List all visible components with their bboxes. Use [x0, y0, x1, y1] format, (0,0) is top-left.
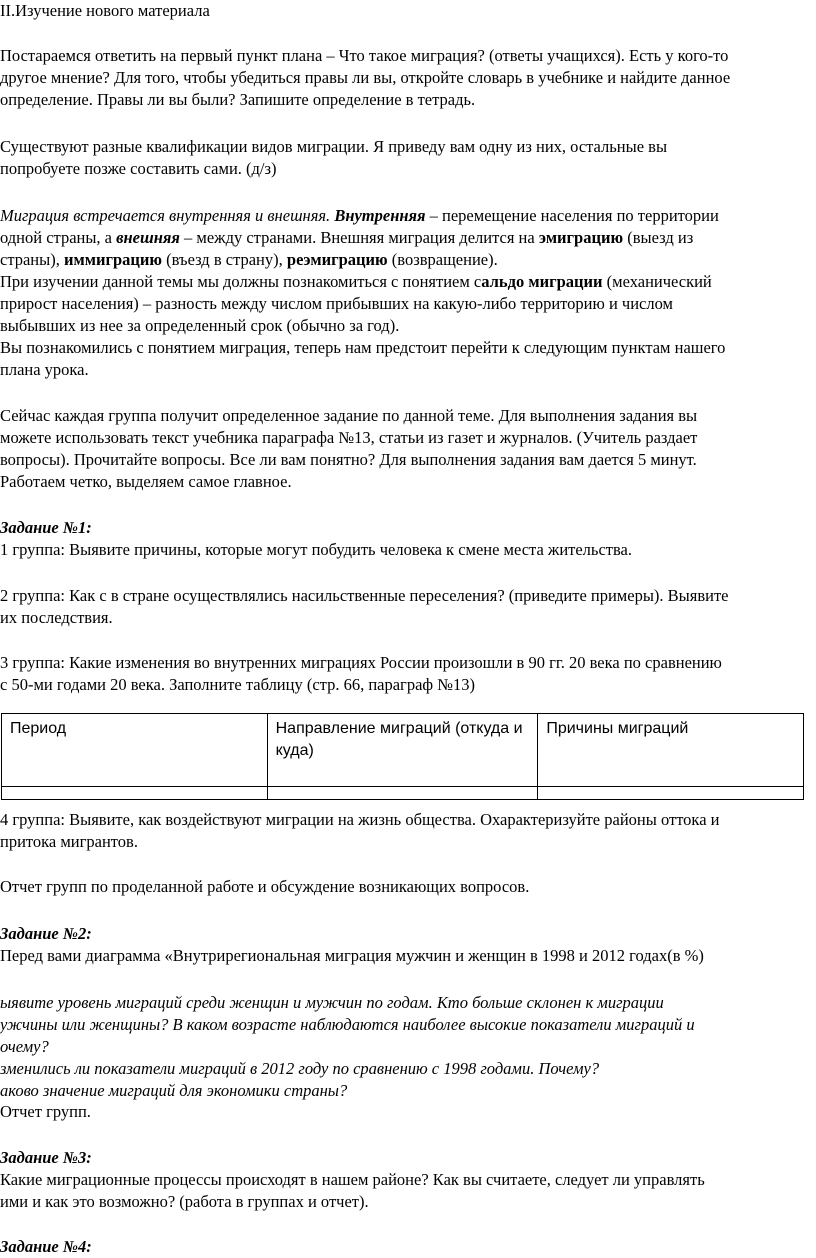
italic-text: Миграция встречается внутренняя и внешняя.	[0, 206, 335, 225]
paragraph-line: плана урока.	[0, 360, 89, 379]
task-2-report: Отчет групп.	[0, 1102, 91, 1121]
migration-definition-line	[0, 249, 498, 271]
table-header-row	[2, 714, 804, 787]
term-immigration: иммиграцию	[63, 250, 163, 269]
plain-text: (механический	[602, 272, 712, 291]
task-2-question: очему?	[0, 1037, 49, 1056]
paragraph-line: выбывших из нее за определенный срок (обычно за год).	[0, 316, 400, 335]
plain-text: страны),	[0, 250, 64, 269]
paragraph-line: Постараемся ответить на первый пункт плана – Что такое миграция? (ответы учащихся). Есть у кого-то	[0, 46, 729, 65]
column-header-period: Период	[2, 714, 268, 787]
section-heading: II.Изучение нового материала	[0, 1, 210, 20]
paragraph-line: вопросы). Прочитайте вопросы. Все ли вам понятно? Для выполнения задания вам дается 5 минут.	[0, 450, 697, 469]
task-2-question: аково значение миграций для экономики страны?	[0, 1081, 348, 1100]
table-row	[2, 787, 804, 800]
group-4-task: притока мигрантов.	[0, 832, 138, 851]
task-3-title: Задание №3:	[0, 1148, 92, 1167]
task-2-question: ыявите уровень миграций среди женщин и мужчин по годам. Кто больше склонен к миграции	[0, 993, 664, 1012]
paragraph-line: определение. Правы ли вы были? Запишите определение в тетрадь.	[0, 90, 476, 109]
plain-text: (въезд в страну),	[162, 250, 287, 269]
paragraph-line: Существуют разные квалификации видов миграции. Я приведу вам одну из них, остальные вы	[0, 137, 668, 156]
group-3-task: с 50-ми годами 20 века. Заполните таблицу (стр. 66, параграф №13)	[0, 675, 475, 694]
plain-text: одной страны, а	[0, 228, 117, 247]
term-emigration: эмиграцию	[538, 228, 624, 247]
paragraph-line: можете использовать текст учебника параграфа №13, статьи из газет и журналов. (Учитель раздает	[0, 428, 698, 447]
plain-text: – перемещение населения по территории	[425, 206, 719, 225]
task-2-question: ужчины или женщины? В каком возрасте наблюдаются наиболее высокие показатели миграций и	[0, 1015, 695, 1034]
task-2-question: зменились ли показатели миграций в 2012 году по сравнению с 1998 годами. Почему?	[0, 1059, 600, 1078]
paragraph-line: попробуете позже составить сами. (д/з)	[0, 159, 277, 178]
plain-text: (возвращение).	[387, 250, 498, 269]
migration-definition-line	[0, 271, 712, 293]
paragraph-line: Работаем четко, выделяем самое главное.	[0, 472, 292, 491]
groups-report: Отчет групп по проделанной работе и обсуждение возникающих вопросов.	[0, 877, 530, 896]
column-header-reasons: Причины миграций	[538, 714, 804, 787]
task-4-title: Задание №4:	[0, 1237, 92, 1256]
term-reemigration: реэмиграцию	[286, 250, 388, 269]
plain-text: – между странами. Внешняя миграция делится на	[179, 228, 539, 247]
term-external: внешняя	[116, 228, 180, 247]
task-1-title: Задание №1:	[0, 518, 92, 537]
migration-table	[1, 713, 804, 800]
table-cell[interactable]	[2, 787, 268, 800]
table-cell[interactable]	[267, 787, 538, 800]
plain-text: (выезд из	[623, 228, 694, 247]
task-3-text: Какие миграционные процессы происходят в нашем районе? Как вы считаете, следует ли управлять	[0, 1170, 705, 1189]
paragraph-line: Сейчас каждая группа получит определенное задание по данной теме. Для выполнения задания вы	[0, 406, 698, 425]
paragraph-line: Вы познакомились с понятием миграция, теперь нам предстоит перейти к следующим пунктам нашего	[0, 338, 726, 357]
task-2-intro: Перед вами диаграмма «Внутрирегиональная миграция мужчин и женщин в 1998 и 2012 годах(в %)	[0, 946, 704, 965]
group-4-task: 4 группа: Выявите, как воздействуют миграции на жизнь общества. Охарактеризуйте районы оттока и	[0, 810, 720, 829]
table-cell[interactable]	[538, 787, 804, 800]
term-internal: Внутренняя	[334, 206, 426, 225]
column-header-direction: Направление миграций (откуда и куда)	[267, 714, 538, 787]
group-2-task: их последствия.	[0, 608, 113, 627]
task-3-text: ими и как это возможно? (работа в группах и отчет).	[0, 1192, 369, 1211]
paragraph-line: прирост населения) – разность между числом прибывших на какую-либо территорию и числом	[0, 294, 673, 313]
group-3-task: 3 группа: Какие изменения во внутренних миграциях России произошли в 90 гг. 20 века по сравнению	[0, 653, 722, 672]
task-2-title: Задание №2:	[0, 924, 92, 943]
group-2-task: 2 группа: Как с в стране осуществлялись насильственные переселения? (приведите примеры). Выявите	[0, 586, 729, 605]
migration-definition-line	[0, 205, 719, 227]
term-migration-balance: альдо миграции	[481, 272, 603, 291]
migration-definition-line	[0, 227, 693, 249]
plain-text: При изучении данной темы мы должны познакомиться с понятием с	[0, 272, 482, 291]
paragraph-line: другое мнение? Для того, чтобы убедиться правы ли вы, откройте словарь в учебнике и найдите данное	[0, 68, 731, 87]
group-1-task: 1 группа: Выявите причины, которые могут побудить человека к смене места жительства.	[0, 540, 632, 559]
